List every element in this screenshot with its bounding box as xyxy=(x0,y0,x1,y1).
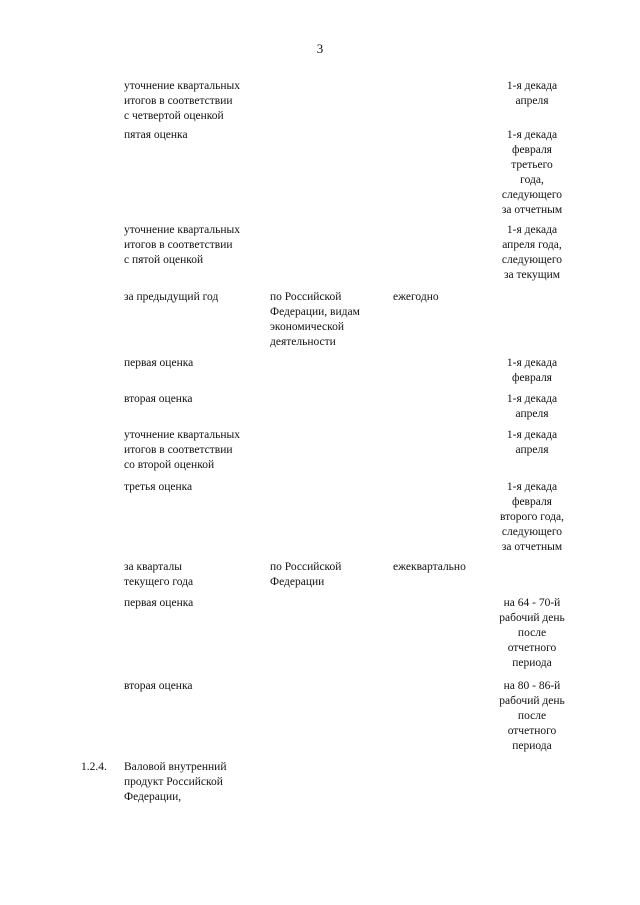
indicator-name-cell xyxy=(124,560,266,590)
item-number-cell: 1.2.4. xyxy=(81,761,107,773)
term-line: года, xyxy=(520,174,544,186)
term-line: 1-я декада xyxy=(506,80,558,92)
deadline-cell xyxy=(484,128,580,218)
term-line: на 80 - 86-й xyxy=(503,680,561,692)
name-line: Федерации, xyxy=(124,791,182,803)
name-line: уточнение квартальных xyxy=(124,80,240,92)
term-line: отчетного xyxy=(507,642,557,654)
aggregation-line: Федерации xyxy=(270,576,325,588)
term-line: за текущим xyxy=(503,269,561,281)
name-line: продукт Российской xyxy=(124,776,223,788)
aggregation-line: Федерации, видам xyxy=(270,306,360,318)
name-line: итогов в соответствии xyxy=(124,444,233,456)
term-line: февраля xyxy=(512,144,552,156)
aggregation-line: по Российской xyxy=(270,291,342,303)
name-line: Валовой внутренний xyxy=(124,761,227,773)
term-line: после xyxy=(517,627,547,639)
name-line: итогов в соответствии xyxy=(124,95,233,107)
indicator-name-cell xyxy=(124,760,266,805)
term-line: следующего xyxy=(501,526,563,538)
aggregation-level-cell xyxy=(270,560,388,590)
term-line: третьего xyxy=(511,159,553,171)
name-line: уточнение квартальных xyxy=(124,429,240,441)
deadline-cell xyxy=(484,428,580,458)
page-number: 3 xyxy=(316,41,324,56)
frequency-cell xyxy=(393,290,485,305)
term-line: рабочий день xyxy=(499,695,565,707)
deadline-cell xyxy=(484,392,580,422)
name-line: третья оценка xyxy=(124,481,193,493)
term-line: 1-я декада xyxy=(506,224,558,236)
term-line: следующего xyxy=(501,254,563,266)
indicator-name-cell xyxy=(124,79,266,124)
name-line: с пятой оценкой xyxy=(124,254,204,266)
indicator-name-cell xyxy=(124,356,266,371)
indicator-name-cell xyxy=(124,679,266,694)
term-line: апреля xyxy=(515,444,549,456)
name-line: первая оценка xyxy=(124,357,194,369)
aggregation-line: по Российской xyxy=(270,561,342,573)
term-line: 1-я декада xyxy=(506,357,558,369)
indicator-name-cell xyxy=(124,596,266,611)
term-line: за отчетным xyxy=(501,204,563,216)
name-line: пятая оценка xyxy=(124,129,188,141)
term-line: февраля xyxy=(512,496,552,508)
aggregation-line: деятельности xyxy=(270,336,336,348)
frequency-cell xyxy=(393,560,485,575)
indicator-name-cell xyxy=(124,480,266,495)
name-line: вторая оценка xyxy=(124,680,193,692)
term-line: периода xyxy=(512,740,552,752)
name-line: итогов в соответствии xyxy=(124,239,233,251)
term-line: апреля xyxy=(515,95,549,107)
indicator-name-cell xyxy=(124,428,266,473)
deadline-cell xyxy=(484,356,580,386)
indicator-name-cell xyxy=(124,128,266,143)
name-line: за кварталы xyxy=(124,561,182,573)
term-line: после xyxy=(517,710,547,722)
deadline-cell xyxy=(484,223,580,283)
deadline-cell xyxy=(484,79,580,109)
term-line: февраля xyxy=(512,372,552,384)
term-line: второго года, xyxy=(499,511,564,523)
indicator-name-cell xyxy=(124,223,266,268)
name-line: со второй оценкой xyxy=(124,459,215,471)
aggregation-level-cell xyxy=(270,290,388,350)
name-line: вторая оценка xyxy=(124,393,193,405)
aggregation-line: экономической xyxy=(270,321,344,333)
term-line: 1-я декада xyxy=(506,129,558,141)
term-line: на 64 - 70-й xyxy=(503,597,561,609)
name-line: уточнение квартальных xyxy=(124,224,240,236)
term-line: за отчетным xyxy=(501,541,563,553)
frequency-line: ежеквартально xyxy=(393,561,466,573)
term-line: 1-я декада xyxy=(506,393,558,405)
deadline-cell xyxy=(484,596,580,671)
term-line: 1-я декада xyxy=(506,429,558,441)
indicator-name-cell xyxy=(124,290,266,305)
term-line: следующего xyxy=(501,189,563,201)
name-line: текущего года xyxy=(124,576,194,588)
indicator-name-cell xyxy=(124,392,266,407)
name-line: с четвертой оценкой xyxy=(124,110,224,122)
name-line: за предыдущий год xyxy=(124,291,219,303)
term-line: апреля xyxy=(515,408,549,420)
deadline-cell xyxy=(484,679,580,754)
term-line: периода xyxy=(512,657,552,669)
term-line: рабочий день xyxy=(499,612,565,624)
frequency-line: ежегодно xyxy=(393,291,439,303)
deadline-cell xyxy=(484,480,580,555)
name-line: первая оценка xyxy=(124,597,194,609)
term-line: апреля года, xyxy=(502,239,562,251)
term-line: 1-я декада xyxy=(506,481,558,493)
term-line: отчетного xyxy=(507,725,557,737)
